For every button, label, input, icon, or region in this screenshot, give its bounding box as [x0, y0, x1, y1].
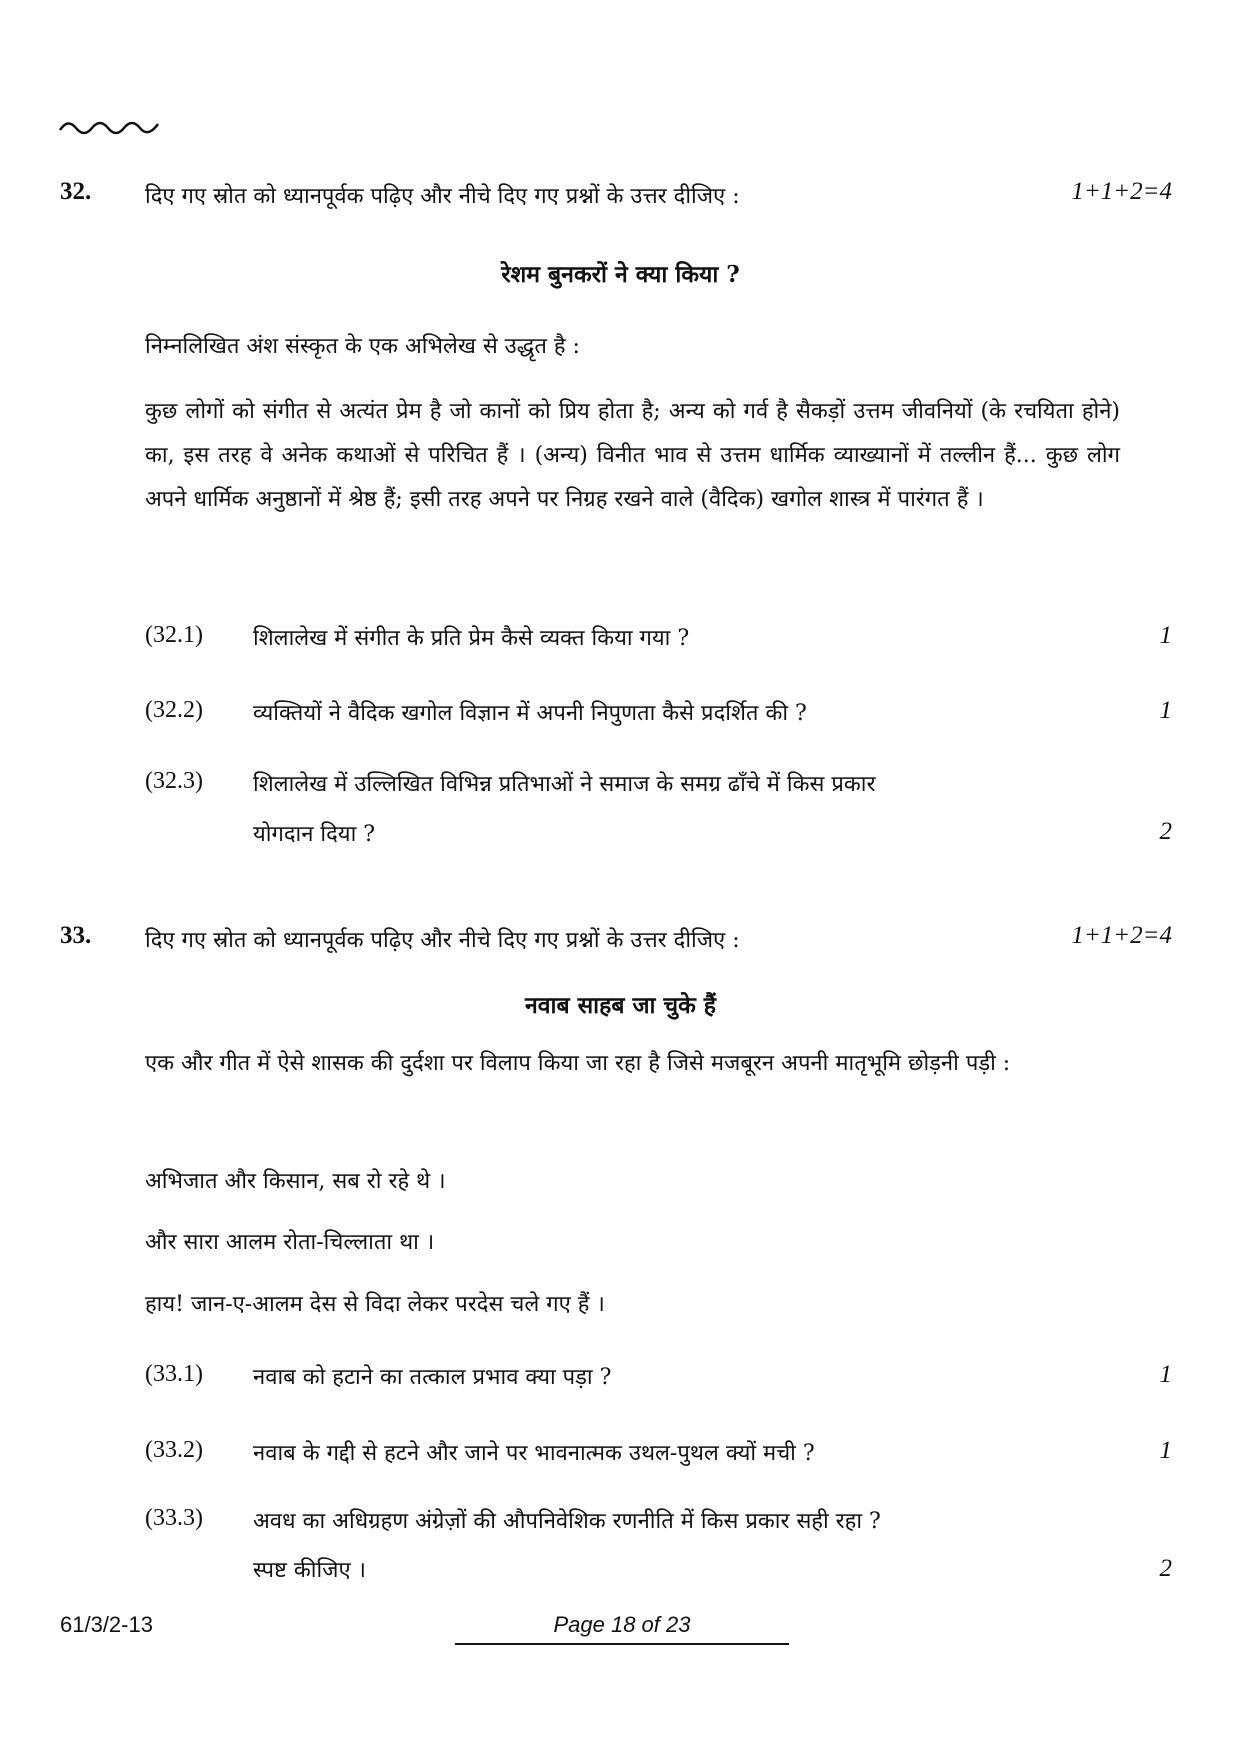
- q33-1-text: नवाब को हटाने का तत्काल प्रभाव क्या पड़ा ?: [253, 1365, 612, 1390]
- q33-title: नवाब साहब जा चुके हैं: [524, 992, 717, 1019]
- footer-underline: [455, 1643, 789, 1645]
- page-number: Page 18 of 23: [553, 1612, 691, 1637]
- q33-1-marks: 1: [1159, 1361, 1172, 1388]
- q32-3-text-line2: योगदान दिया ?: [253, 822, 376, 847]
- q33-marks: 1+1+2=4: [1071, 922, 1172, 949]
- q32-number: 32.: [60, 178, 92, 205]
- q33-3-label: (33.3): [145, 1505, 203, 1531]
- q32-2-marks: 1: [1159, 697, 1172, 724]
- q32-3-text-line1: शिलालेख में उल्लिखित विभिन्न प्रतिभाओं ने समाज के समग्र ढाँचे में किस प्रकार: [253, 772, 876, 797]
- q33-2-text: नवाब के गद्दी से हटने और जाने पर भावनात्मक उथल-पुथल क्यों मची ?: [253, 1441, 815, 1466]
- q33-2-label: (33.2): [145, 1437, 203, 1463]
- q32-1-label: (32.1): [145, 622, 203, 648]
- q33-2-marks: 1: [1159, 1437, 1172, 1464]
- q32-1-text: शिलालेख में संगीत के प्रति प्रेम कैसे व्यक्त किया गया ?: [253, 626, 690, 651]
- q32-title: रेशम बुनकरों ने क्या किया ?: [501, 261, 740, 288]
- q33-verse-1: अभिजात और किसान, सब रो रहे थे ।: [145, 1169, 446, 1194]
- q32-2-label: (32.2): [145, 697, 203, 723]
- q32-marks: 1+1+2=4: [1071, 178, 1172, 205]
- q33-3-text-line1: अवध का अधिग्रहण अंग्रेज़ों की औपनिवेशिक रणनीति में किस प्रकार सही रहा ?: [253, 1509, 881, 1534]
- q33-1-label: (33.1): [145, 1361, 203, 1387]
- q33-verse-2: और सारा आलम रोता-चिल्लाता था ।: [145, 1230, 435, 1255]
- q32-passage: कुछ लोगों को संगीत से अत्यंत प्रेम है जो कानों को प्रिय होता है; अन्य को गर्व है सैकड़ों उत्तम जीवनियों (के रचयिता होने) का, इस तरह वे अनेक कथाओं से परिचित हैं । (अन्य) विनीत भाव से उत्तम धार्मिक व्याख्यानों में तल्लीन हैं... कुछ लोग अपने धार्मिक अनुष्ठानों में श्रेष्ठ हैं; इसी तरह अपने पर निग्रह रखने वाले (वैदिक) खगोल शास्त्र में पारंगत हैं ।: [145, 399, 1120, 512]
- q32-instruction: दिए गए स्रोत को ध्यानपूर्वक पढ़िए और नीचे दिए गए प्रश्नों के उत्तर दीजिए :: [145, 184, 740, 209]
- q33-number: 33.: [60, 922, 92, 949]
- q33-verse-3: हाय! जान-ए-आलम देस से विदा लेकर परदेस चले गए हैं ।: [145, 1292, 605, 1317]
- paper-code: 61/3/2-13: [60, 1612, 153, 1637]
- wave-mark-icon: [58, 112, 162, 142]
- q32-1-marks: 1: [1159, 622, 1172, 649]
- q32-3-label: (32.3): [145, 768, 203, 794]
- q33-3-marks: 2: [1159, 1555, 1172, 1582]
- q32-3-marks: 2: [1159, 818, 1172, 845]
- q32-intro: निम्नलिखित अंश संस्कृत के एक अभिलेख से उद्धृत है :: [145, 334, 580, 359]
- q33-instruction: दिए गए स्रोत को ध्यानपूर्वक पढ़िए और नीचे दिए गए प्रश्नों के उत्तर दीजिए :: [145, 928, 740, 953]
- q32-2-text: व्यक्तियों ने वैदिक खगोल विज्ञान में अपनी निपुणता कैसे प्रदर्शित की ?: [253, 701, 807, 726]
- q33-3-text-line2: स्पष्ट कीजिए ।: [253, 1558, 367, 1583]
- q33-intro: एक और गीत में ऐसे शासक की दुर्दशा पर विलाप किया जा रहा है जिसे मजबूरन अपनी मातृभूमि छोड़नी पड़ी :: [145, 1051, 1011, 1076]
